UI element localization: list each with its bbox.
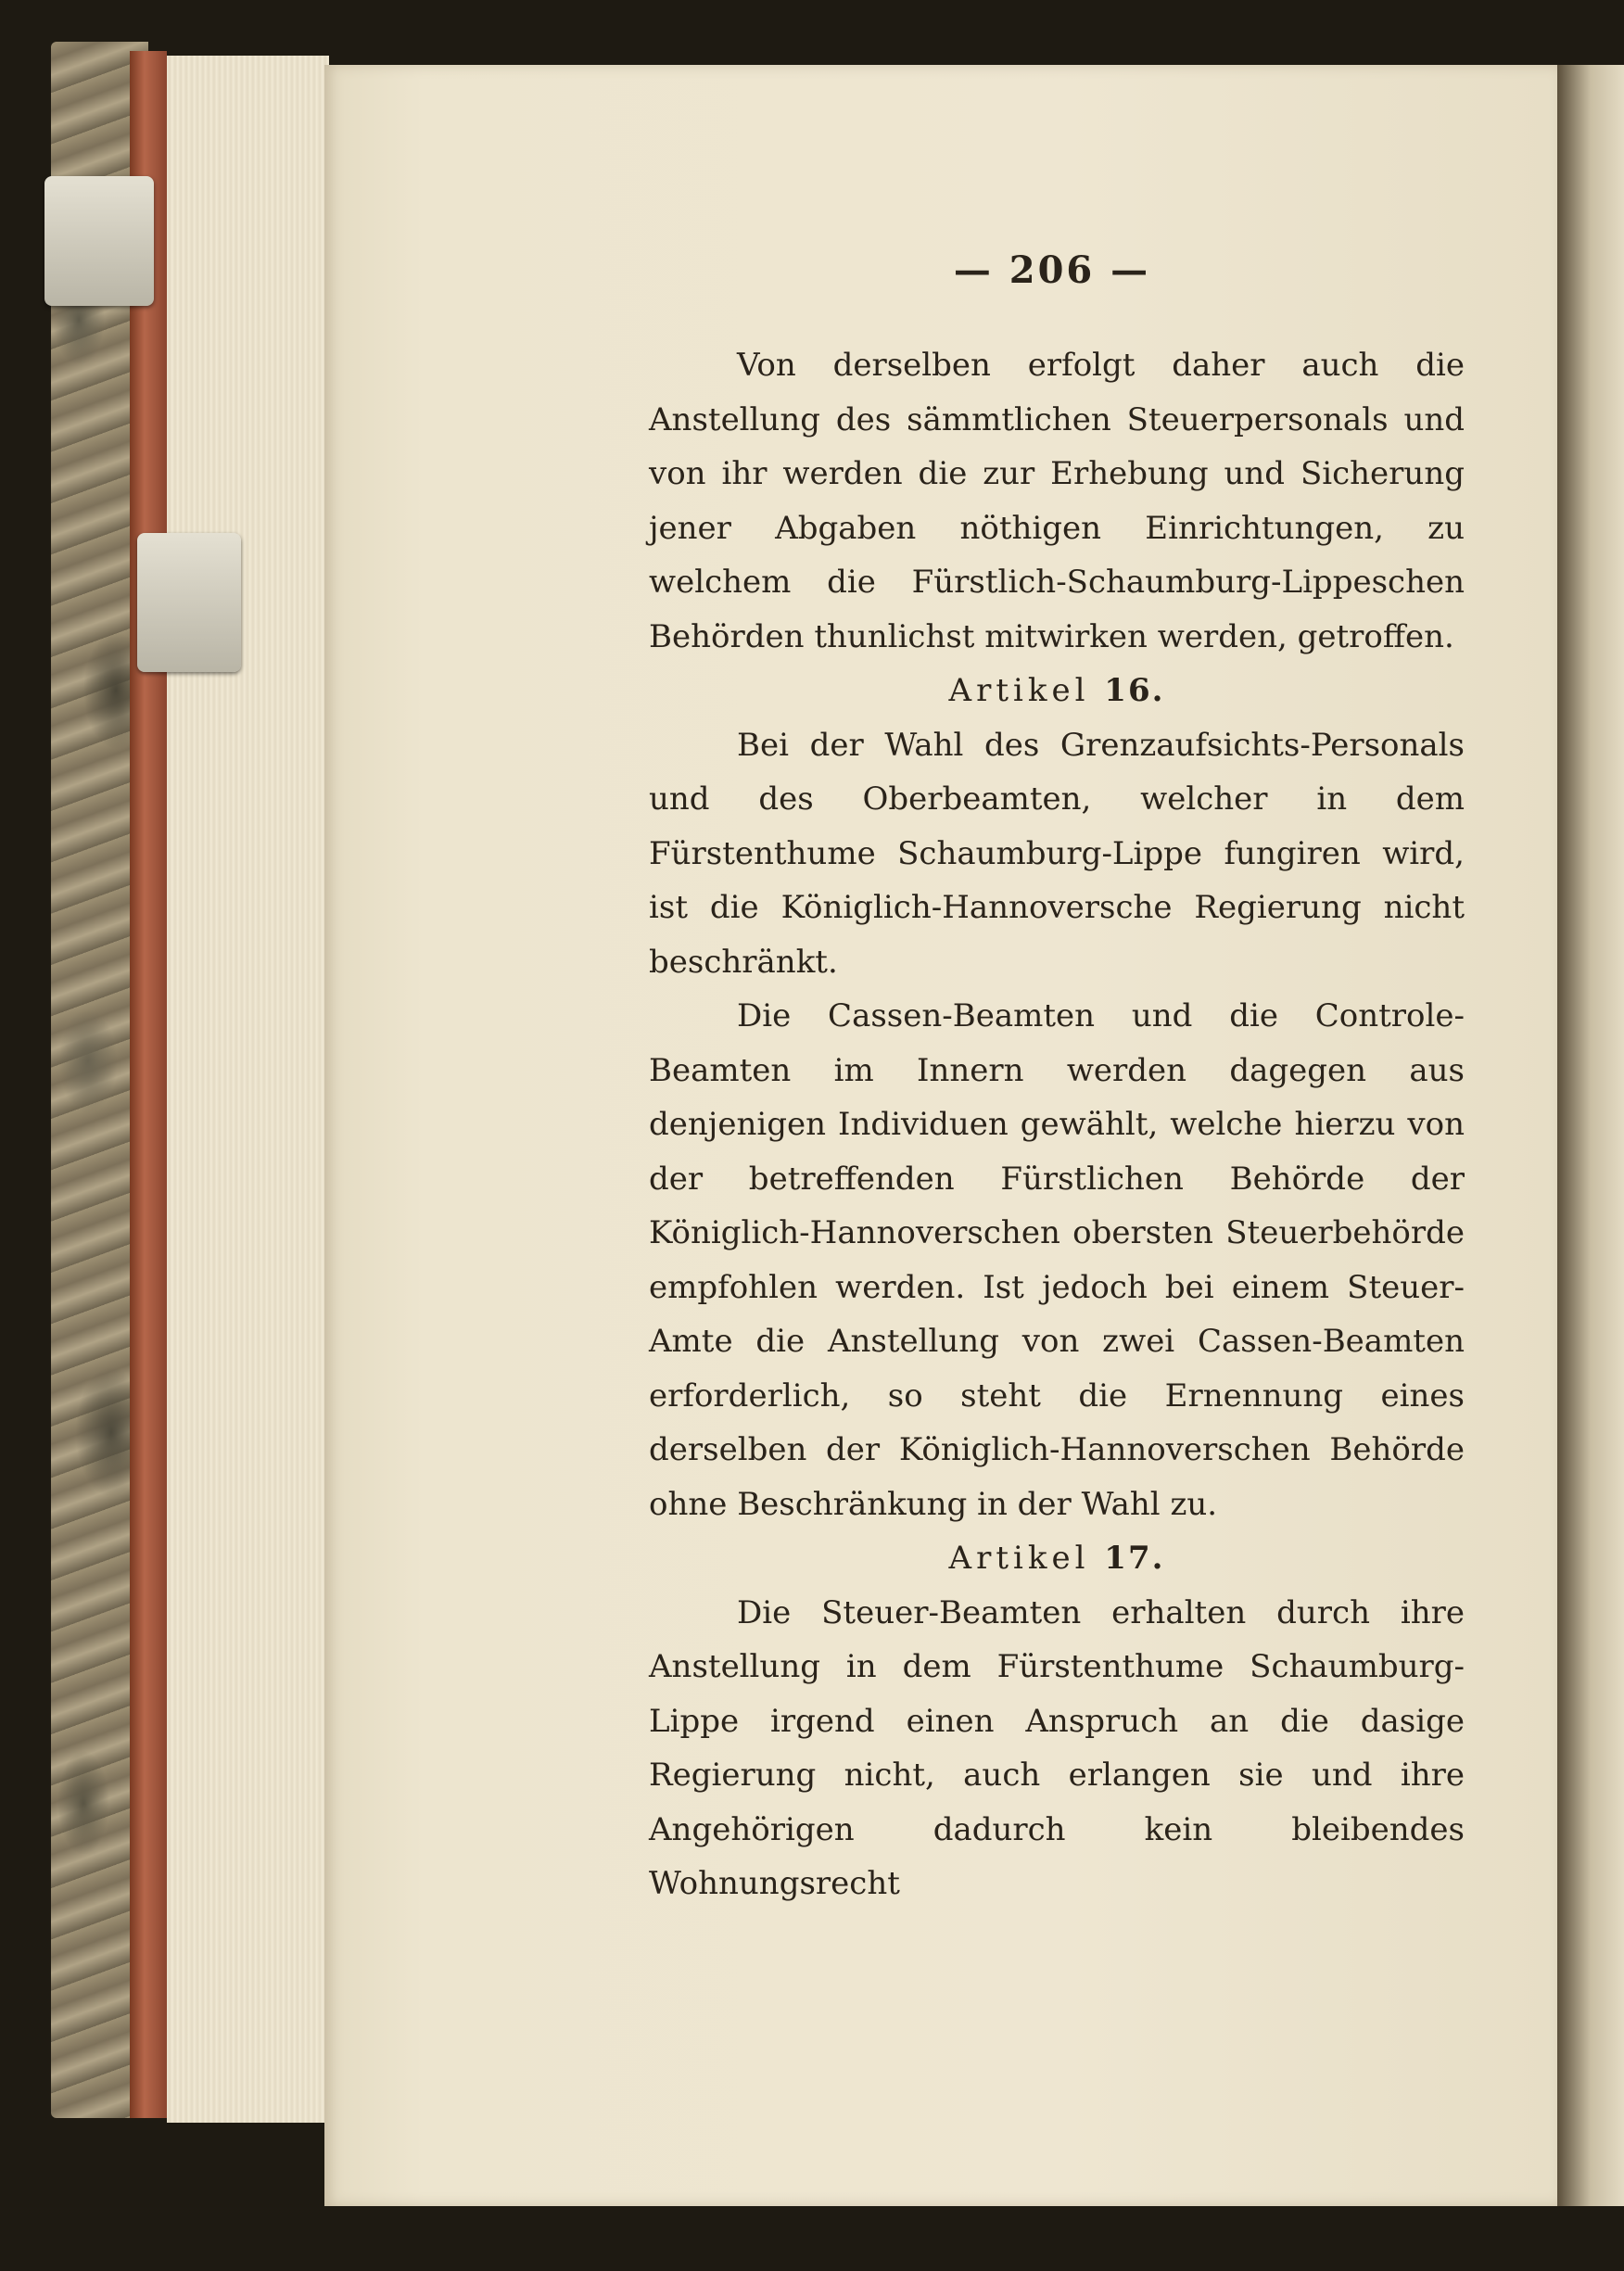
heading-artikel-17 xyxy=(649,1531,1465,1586)
heading-label: Artikel xyxy=(948,672,1090,709)
red-page-edge xyxy=(130,51,167,2118)
facing-page-gutter xyxy=(1557,65,1624,2206)
index-tab-bottom xyxy=(137,533,241,672)
paragraph-4: Die Steuer-Beamten erhalten durch ihre Anstellung in dem Fürstenthume Schaumburg-Lippe irgend einen Anspruch an die dasige Regierung nicht, auch erlangen sie und ihre Angehörigen dadurch kein bleibendes Wohnungsrecht xyxy=(649,1593,1465,1902)
heading-artikel-16 xyxy=(649,664,1465,718)
text-block xyxy=(649,250,1465,1911)
paragraph-3: Die Cassen-Beamten und die Controle-Beamten im Innern werden dagegen aus denjenigen Individuen gewählt, welche hierzu von der betreffenden Fürstlichen Behörde der Königlich-Hannoverschen obersten Steuerbehörde empfohlen werden. Ist jedoch bei einem Steuer-Amte die Anstellung von zwei Cassen-Beamten erforderlich, so steht die Ernennung eines derselben der Königlich-Hannoverschen Behörde ohne Beschränkung in der Wahl zu. xyxy=(649,997,1465,1523)
page-number: — 206 — xyxy=(953,248,1151,292)
heading-label: Artikel xyxy=(948,1540,1090,1577)
index-tab-top xyxy=(44,176,154,306)
paragraph-1: Von derselben erfolgt daher auch die Anstellung des sämmtlichen Steuerpersonals und von ihr werden die zur Erhebung und Sicherung jener Abgaben nöthigen Einrichtungen, zu welchem die Fürstlich-Schaumburg-Lippeschen Behörden thunlichst mitwirken werden, getroffen. xyxy=(649,347,1465,655)
heading-number: 16. xyxy=(1104,672,1165,709)
page-stack-edge xyxy=(167,56,329,2123)
paragraph-2: Bei der Wahl des Grenzaufsichts-Personals und des Oberbeamten, welcher in dem Fürstenthume Schaumburg-Lippe fungiren wird, ist die Königlich-Hannoversche Regierung nicht beschränkt. xyxy=(649,726,1465,981)
heading-number: 17. xyxy=(1104,1540,1165,1577)
